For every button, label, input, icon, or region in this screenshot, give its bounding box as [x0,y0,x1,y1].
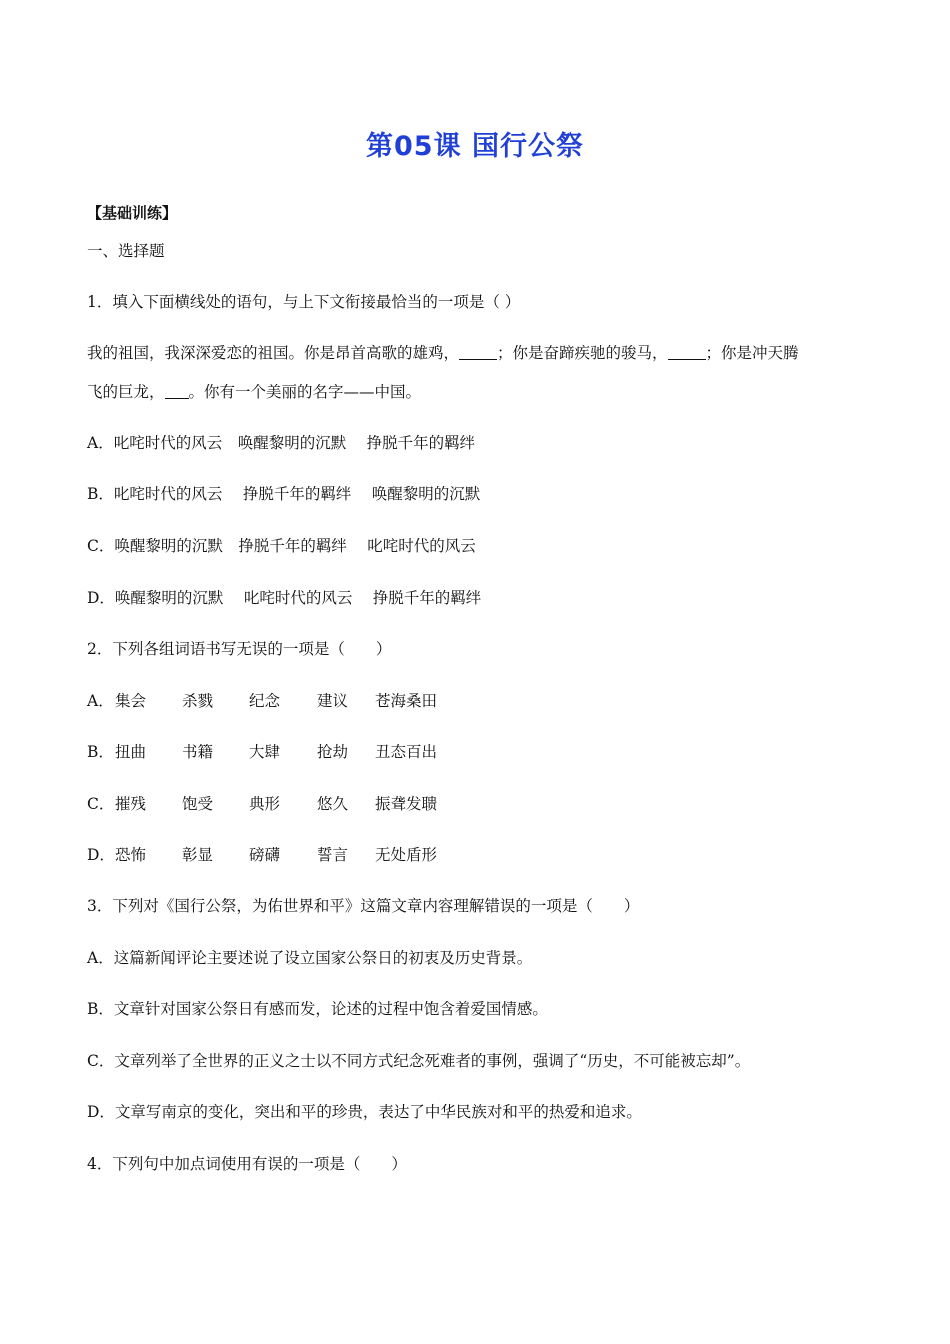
option-word: 集会 [115,692,147,710]
passage-text: 飞的巨龙， [87,383,165,401]
fill-blank-3 [165,383,189,400]
question-1-option-b: B．叱咤时代的风云 挣脱千年的羁绊 唤醒黎明的沉默 [87,485,481,503]
option-word: 摧残 [115,795,147,813]
question-2-option-d [87,843,437,865]
option-letter: B． [87,743,114,761]
fill-blank-2 [668,344,706,361]
page-title: 第05课 国行公祭 [366,131,584,162]
question-1-stem: 1．填入下面横线处的语句，与上下文衔接最恰当的一项是（ ） [87,293,521,311]
passage-text: ；你是奋蹄疾驰的骏马， [497,344,668,362]
option-word: 建议 [317,692,349,710]
option-word: 振聋发聩 [375,795,438,813]
option-word: 大肆 [249,743,281,761]
option-letter: A． [87,692,114,710]
question-1-option-d: D．唤醒黎明的沉默 叱咤时代的风云 挣脱千年的羁绊 [87,589,482,607]
passage-text: 我的祖国，我深深爱恋的祖国。你是昂首高歌的雄鸡， [87,344,460,362]
question-1-passage-line-1 [87,341,799,363]
question-2-option-c [87,792,437,814]
passage-text: 。你有一个美丽的名字——中国。 [188,383,422,401]
part-heading: 一、选择题 [87,242,165,260]
option-word: 丑态百出 [375,743,438,761]
fill-blank-1 [459,344,497,361]
option-word: 磅礴 [249,846,281,864]
question-3-option-a: A．这篇新闻评论主要述说了设立国家公祭日的初衷及历史背景。 [87,949,533,967]
option-letter: D． [87,846,115,864]
option-word: 扭曲 [115,743,147,761]
option-word: 纪念 [249,692,281,710]
option-word: 苍海桑田 [375,692,438,710]
question-1-option-c: C．唤醒黎明的沉默 挣脱千年的羁绊 叱咤时代的风云 [87,537,476,555]
option-letter: C． [87,795,115,813]
passage-text: ；你是冲天腾 [705,344,799,362]
question-3-option-c: C．文章列举了全世界的正义之士以不同方式纪念死难者的事例，强调了“历史，不可能被忘却”。 [87,1052,751,1070]
option-word: 饱受 [182,795,214,813]
question-2-option-a [87,689,437,711]
question-3-stem: 3．下列对《国行公祭，为佑世界和平》这篇文章内容理解错误的一项是（ ） [87,897,640,915]
option-word: 典形 [249,795,281,813]
question-1-option-a: A．叱咤时代的风云 唤醒黎明的沉默 挣脱千年的羁绊 [87,434,476,452]
question-4-stem: 4．下列句中加点词使用有误的一项是（ ） [87,1155,407,1173]
question-2-stem: 2．下列各组词语书写无误的一项是（ ） [87,640,392,658]
question-2-option-b [87,740,437,762]
option-word: 抢劫 [317,743,349,761]
question-3-option-b: B．文章针对国家公祭日有感而发，论述的过程中饱含着爱国情感。 [87,1000,548,1018]
option-word: 恐怖 [115,846,147,864]
option-word: 杀戮 [182,692,214,710]
option-word: 悠久 [317,795,349,813]
option-word: 誓言 [317,846,349,864]
option-word: 无处盾形 [375,846,438,864]
option-word: 书籍 [182,743,214,761]
section-heading: 【基础训练】 [87,204,178,222]
question-1-passage-line-2 [87,380,421,402]
option-word: 彰显 [182,846,214,864]
question-3-option-d: D．文章写南京的变化，突出和平的珍贵，表达了中华民族对和平的热爱和追求。 [87,1103,642,1121]
